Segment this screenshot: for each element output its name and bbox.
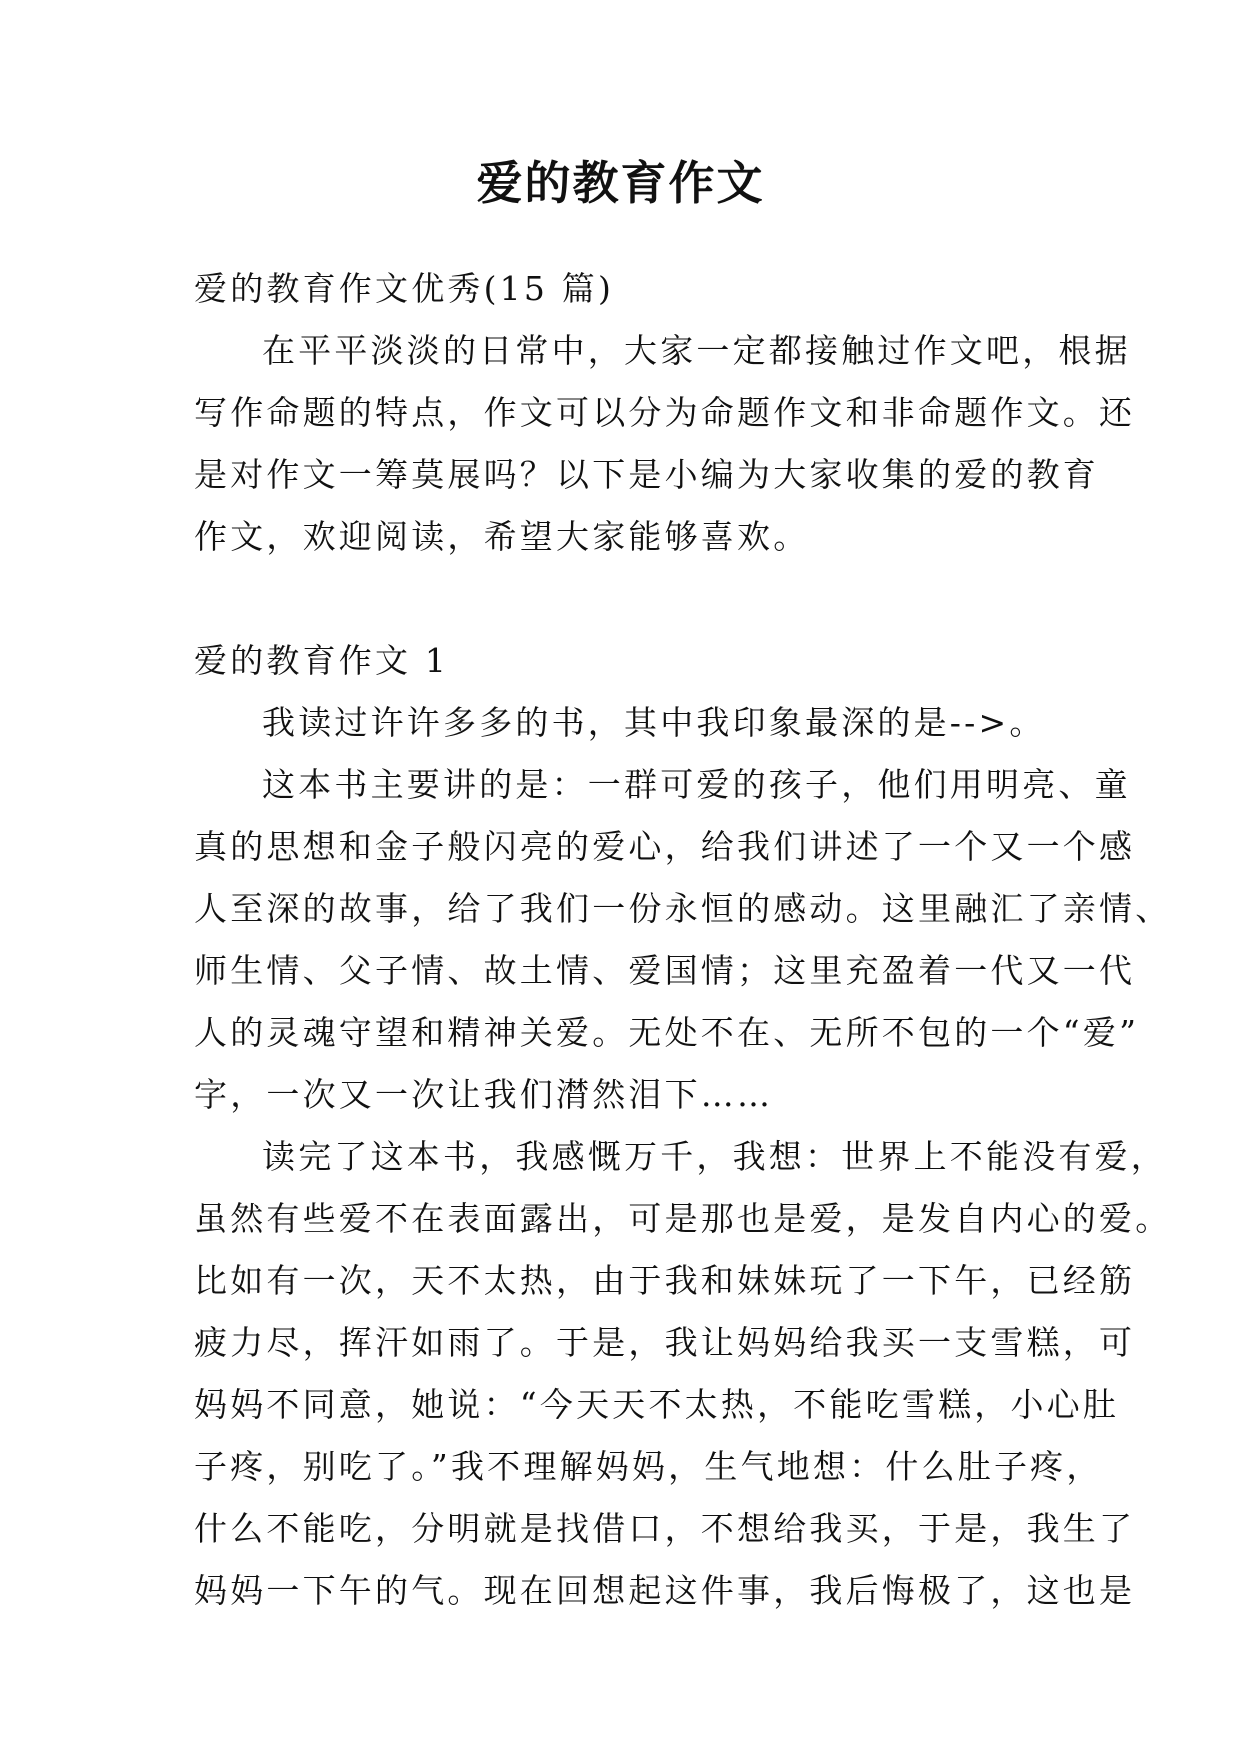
- paragraph-line: 子疼，别吃了。”我不理解妈妈，生气地想：什么肚子疼，: [194, 1447, 1103, 1486]
- paragraph-spacer: [194, 568, 1054, 630]
- paragraph-line: 师生情、父子情、故土情、爱国情；这里充盈着一代又一代: [194, 951, 1136, 990]
- paragraph-line: 字，一次又一次让我们潸然泪下……: [194, 1075, 774, 1114]
- document-subtitle: 爱的教育作文优秀(15 篇): [194, 269, 615, 308]
- intro-line: 是对作文一筹莫展吗？以下是小编为大家收集的爱的教育: [194, 455, 1099, 494]
- paragraph-line: 我读过许许多多的书，其中我印象最深的是-->。: [262, 703, 1046, 742]
- section-heading: 爱的教育作文 1: [194, 641, 450, 680]
- document-body: [194, 258, 1172, 1622]
- paragraph-line: 比如有一次，天不太热，由于我和妹妹玩了一下午，已经筋: [194, 1261, 1136, 1300]
- intro-line: 在平平淡淡的日常中，大家一定都接触过作文吧，根据: [262, 331, 1131, 370]
- document-title: 爱的教育作文: [476, 156, 765, 210]
- paragraph-line: 疲力尽，挥汗如雨了。于是，我让妈妈给我买一支雪糕，可: [194, 1323, 1136, 1362]
- paragraph-line: 读完了这本书，我感慨万千，我想：世界上不能没有爱，: [262, 1137, 1167, 1176]
- paragraph-line: 什么不能吃，分明就是找借口，不想给我买，于是，我生了: [194, 1509, 1136, 1548]
- paragraph-line: 人的灵魂守望和精神关爱。无处不在、无所不包的一个“爱”: [194, 1013, 1140, 1052]
- paragraph-line: 妈妈一下午的气。现在回想起这件事，我后悔极了，这也是: [194, 1571, 1136, 1610]
- paragraph-line: 虽然有些爱不在表面露出，可是那也是爱，是发自内心的爱。: [194, 1199, 1172, 1238]
- intro-line: 写作命题的特点，作文可以分为命题作文和非命题作文。还: [194, 393, 1136, 432]
- paragraph-line: 人至深的故事，给了我们一份永恒的感动。这里融汇了亲情、: [194, 889, 1172, 928]
- paragraph-line: 真的思想和金子般闪亮的爱心，给我们讲述了一个又一个感: [194, 827, 1136, 866]
- paragraph-line: 这本书主要讲的是：一群可爱的孩子，他们用明亮、童: [262, 765, 1131, 804]
- paragraph-line: 妈妈不同意，她说：“今天天不太热，不能吃雪糕，小心肚: [194, 1385, 1120, 1424]
- intro-line: 作文，欢迎阅读，希望大家能够喜欢。: [194, 517, 810, 556]
